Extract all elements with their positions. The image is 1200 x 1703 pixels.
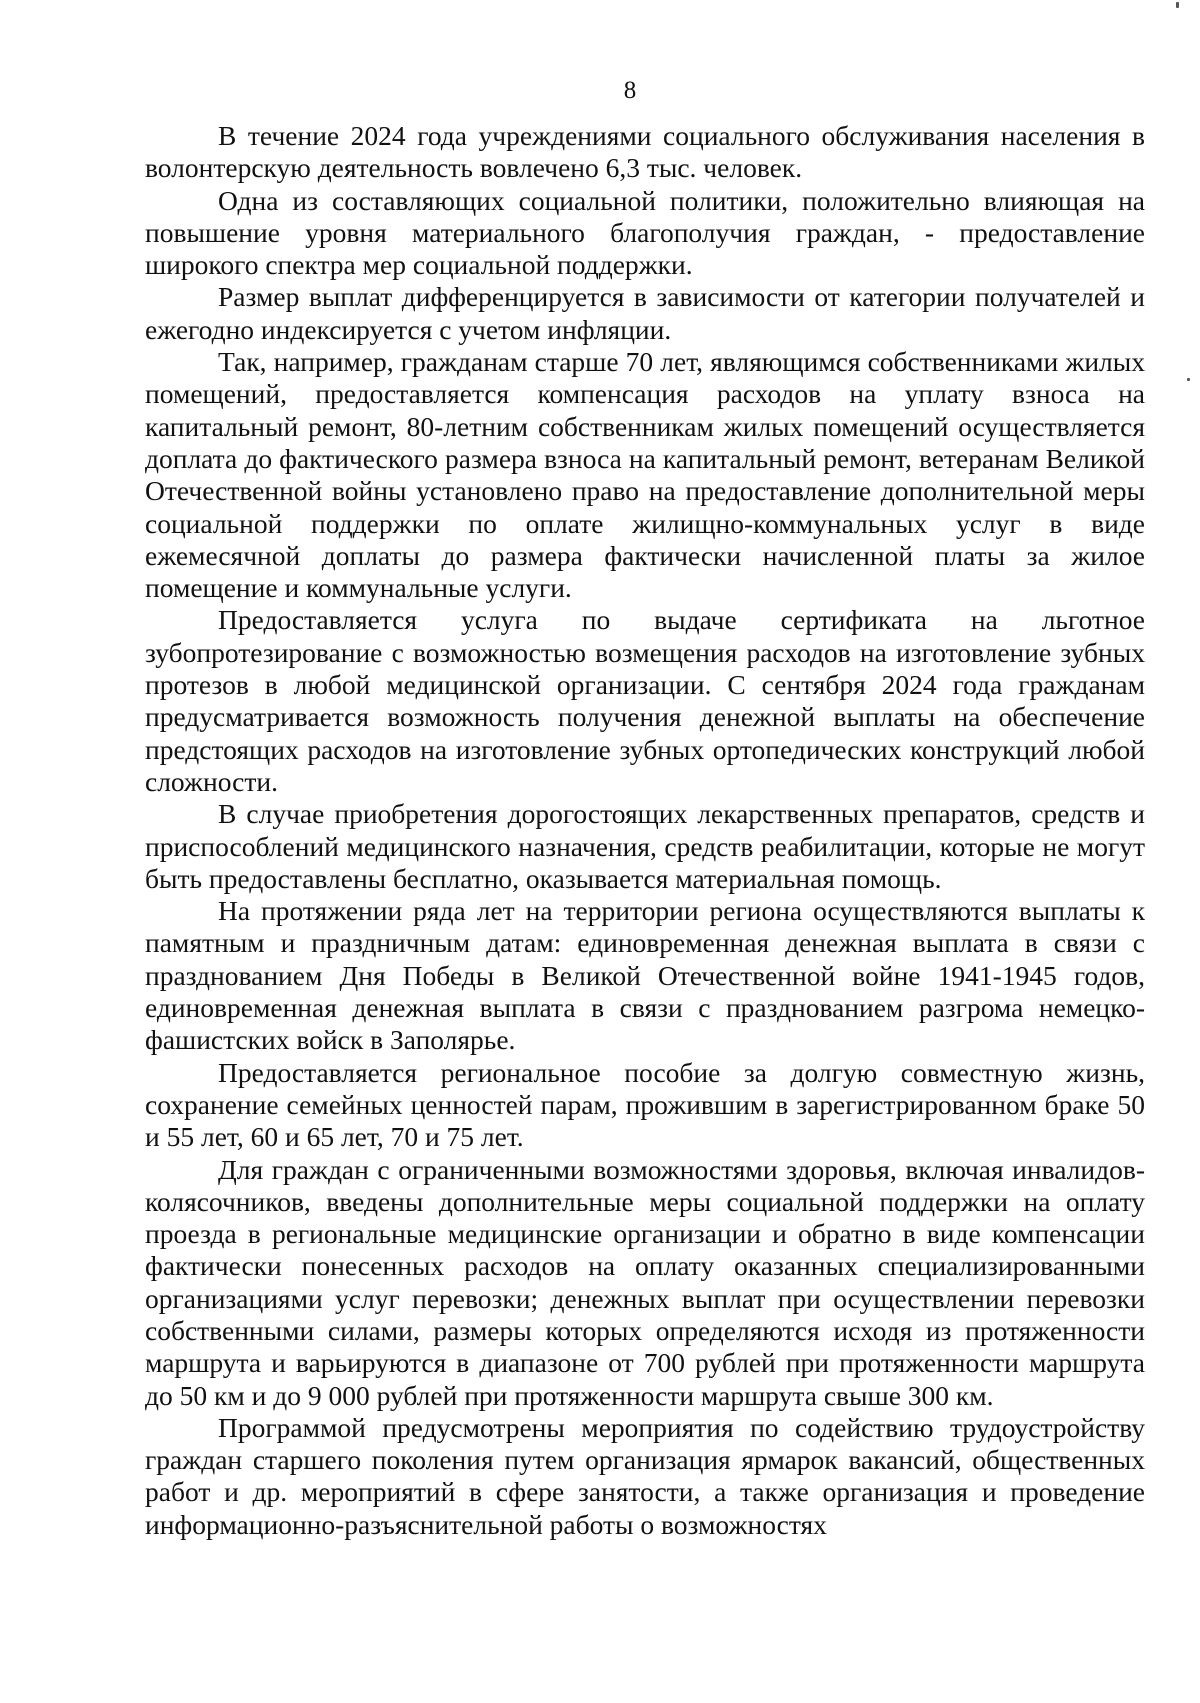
paragraph-volunteers: В течение 2024 года учреждениями социального обслуживания населения в волонтерскую деятельность вовлечено 6,3 тыс. человек. xyxy=(145,120,1145,184)
scan-mark xyxy=(1176,2,1179,8)
paragraph-payment-size: Размер выплат дифференцируется в зависимости от категории получателей и ежегодно индексируется с учетом инфляции. xyxy=(145,281,1145,345)
paragraph-employment: Программой предусмотрены мероприятия по содействию трудоустройству граждан старшего поколения путем организация ярмарок вакансий, общественных работ и др. мероприятий в сфере занятости, а также организация и проведение информационно-разъяснительной работы о возможностях xyxy=(145,1411,1145,1540)
paragraph-memorable-dates: На протяжении ряда лет на территории региона осуществляются выплаты к памятным и праздничным датам: единовременная денежная выплата в связи с празднованием Дня Победы в Великой Отечественной войне 1941-1945 годов, единовременная денежная выплата в связи с празднованием разгрома немецко-фашистских войск в Заполярье. xyxy=(145,895,1145,1056)
paragraph-medical-aid: В случае приобретения дорогостоящих лекарственных препаратов, средств и приспособлений медицинского назначения, средств реабилитации, которые не могут быть предоставлены бесплатно, оказывается материальная помощь. xyxy=(145,798,1145,894)
paragraph-disabled-transport: Для граждан с ограниченными возможностями здоровья, включая инвалидов-колясочников, введены дополнительные меры социальной поддержки на оплату проезда в региональные медицинские организации и обратно в виде компенсации фактически понесенных расходов на оплату оказанных специализированными организациями услуг перевозки; денежных выплат при осуществлении перевозки собственными силами, размеры которых определяются исходя из протяженности маршрута и варьируются в диапазоне от 700 рублей при протяженности маршрута до 50 км и до 9 000 рублей при протяженности маршрута свыше 300 км. xyxy=(145,1153,1145,1411)
paragraph-dental: Предоставляется услуга по выдаче сертификата на льготное зубопротезирование с возможностью возмещения расходов на изготовление зубных протезов в любой медицинской организации. С сентября 2024 года гражданам предусматривается возможность получения денежной выплаты на обеспечение предстоящих расходов на изготовление зубных ортопедических конструкций любой сложности. xyxy=(145,604,1145,797)
scan-mark xyxy=(1187,378,1190,381)
document-body xyxy=(145,120,1145,1541)
paragraph-capital-repair: Так, например, гражданам старше 70 лет, являющимся собственниками жилых помещений, предоставляется компенсация расходов на уплату взноса на капитальный ремонт, 80-летним собственникам жилых помещений осуществляется доплата до фактического размера взноса на капитальный ремонт, ветеранам Великой Отечественной войны установлено право на предоставление дополнительной меры социальной поддержки по оплате жилищно-коммунальных услуг в виде ежемесячной доплаты до размера фактически начисленной платы за жилое помещение и коммунальные услуги. xyxy=(145,346,1145,604)
paragraph-social-policy: Одна из составляющих социальной политики, положительно влияющая на повышение уровня материального благополучия граждан, - предоставление широкого спектра мер социальной поддержки. xyxy=(145,184,1145,281)
paragraph-family-allowance: Предоставляется региональное пособие за долгую совместную жизнь, сохранение семейных ценностей парам, прожившим в зарегистрированном браке 50 и 55 лет, 60 и 65 лет, 70 и 75 лет. xyxy=(145,1056,1145,1153)
page-number: 8 xyxy=(623,77,637,104)
